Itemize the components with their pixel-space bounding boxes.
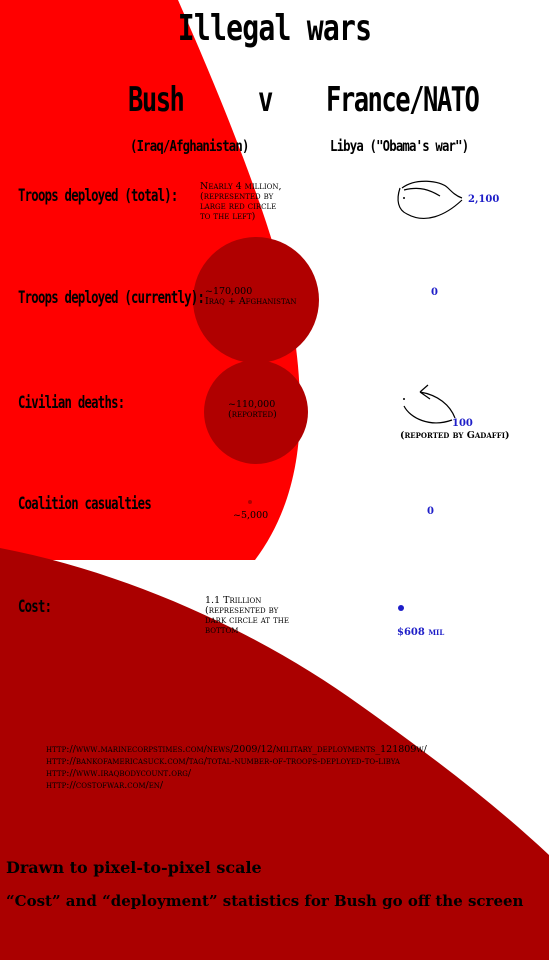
- footer-offscreen-note: “Cost” and “deployment” statistics for Bush go off the screen: [6, 892, 524, 910]
- source-link-1[interactable]: http://www.marinecorpstimes.com/news/2009/12/military_deployments_121809w/: [46, 744, 427, 755]
- libya-troops-current-value: 0: [431, 287, 438, 298]
- source-link-3[interactable]: http://www.iraqbodycount.org/: [46, 768, 192, 779]
- libya-civilian-deaths-note: (reported by Gadaffi): [400, 430, 510, 441]
- source-link-4[interactable]: http://costofwar.com/en/: [46, 780, 164, 791]
- row-label-civilian-deaths: Civilian deaths:: [18, 393, 125, 413]
- source-link-2[interactable]: http://bankofamericasuck.com/tag/total-number-of-troops-deployed-to-libya: [46, 756, 400, 767]
- row-label-troops-total: Troops deployed (total):: [18, 186, 178, 206]
- libya-cost-value: $608 mil: [397, 627, 445, 638]
- cost-value: 1.1 Trillion (represented by dark circle at the bottom: [205, 595, 289, 636]
- libya-civilian-deaths-value: 100: [452, 418, 473, 429]
- row-label-cost: Cost:: [18, 597, 52, 617]
- civilian-deaths-arrow: [404, 385, 455, 423]
- row-label-coalition-casualties: Coalition casualties: [18, 494, 151, 514]
- coalition-casualties-dot: [248, 500, 252, 504]
- libya-coalition-casualties-value: 0: [427, 506, 434, 517]
- page-title: Illegal wars: [177, 8, 372, 49]
- right-subheader: Libya ("Obama's war"): [330, 137, 469, 155]
- troops-total-arrow: [398, 181, 462, 218]
- left-subheader: (Iraq/Afghanistan): [130, 137, 249, 155]
- versus-label: v: [258, 80, 272, 120]
- civilian-deaths-value: ~110,000 (reported): [228, 399, 277, 420]
- left-header: Bush: [128, 80, 184, 120]
- troops-current-value: ~170,000 Iraq + Afghanistan: [205, 286, 297, 307]
- cost-dot-right: [398, 605, 404, 611]
- footer-scale-note: Drawn to pixel-to-pixel scale: [6, 858, 262, 877]
- troops-total-value: Nearly 4 million, (represented by large red circle to the left): [200, 181, 282, 222]
- coalition-casualties-value: ~5,000: [233, 510, 269, 521]
- row-label-troops-current: Troops deployed (currently):: [18, 288, 205, 308]
- right-header: France/NATO: [326, 80, 479, 120]
- libya-troops-total-value: 2,100: [468, 194, 500, 205]
